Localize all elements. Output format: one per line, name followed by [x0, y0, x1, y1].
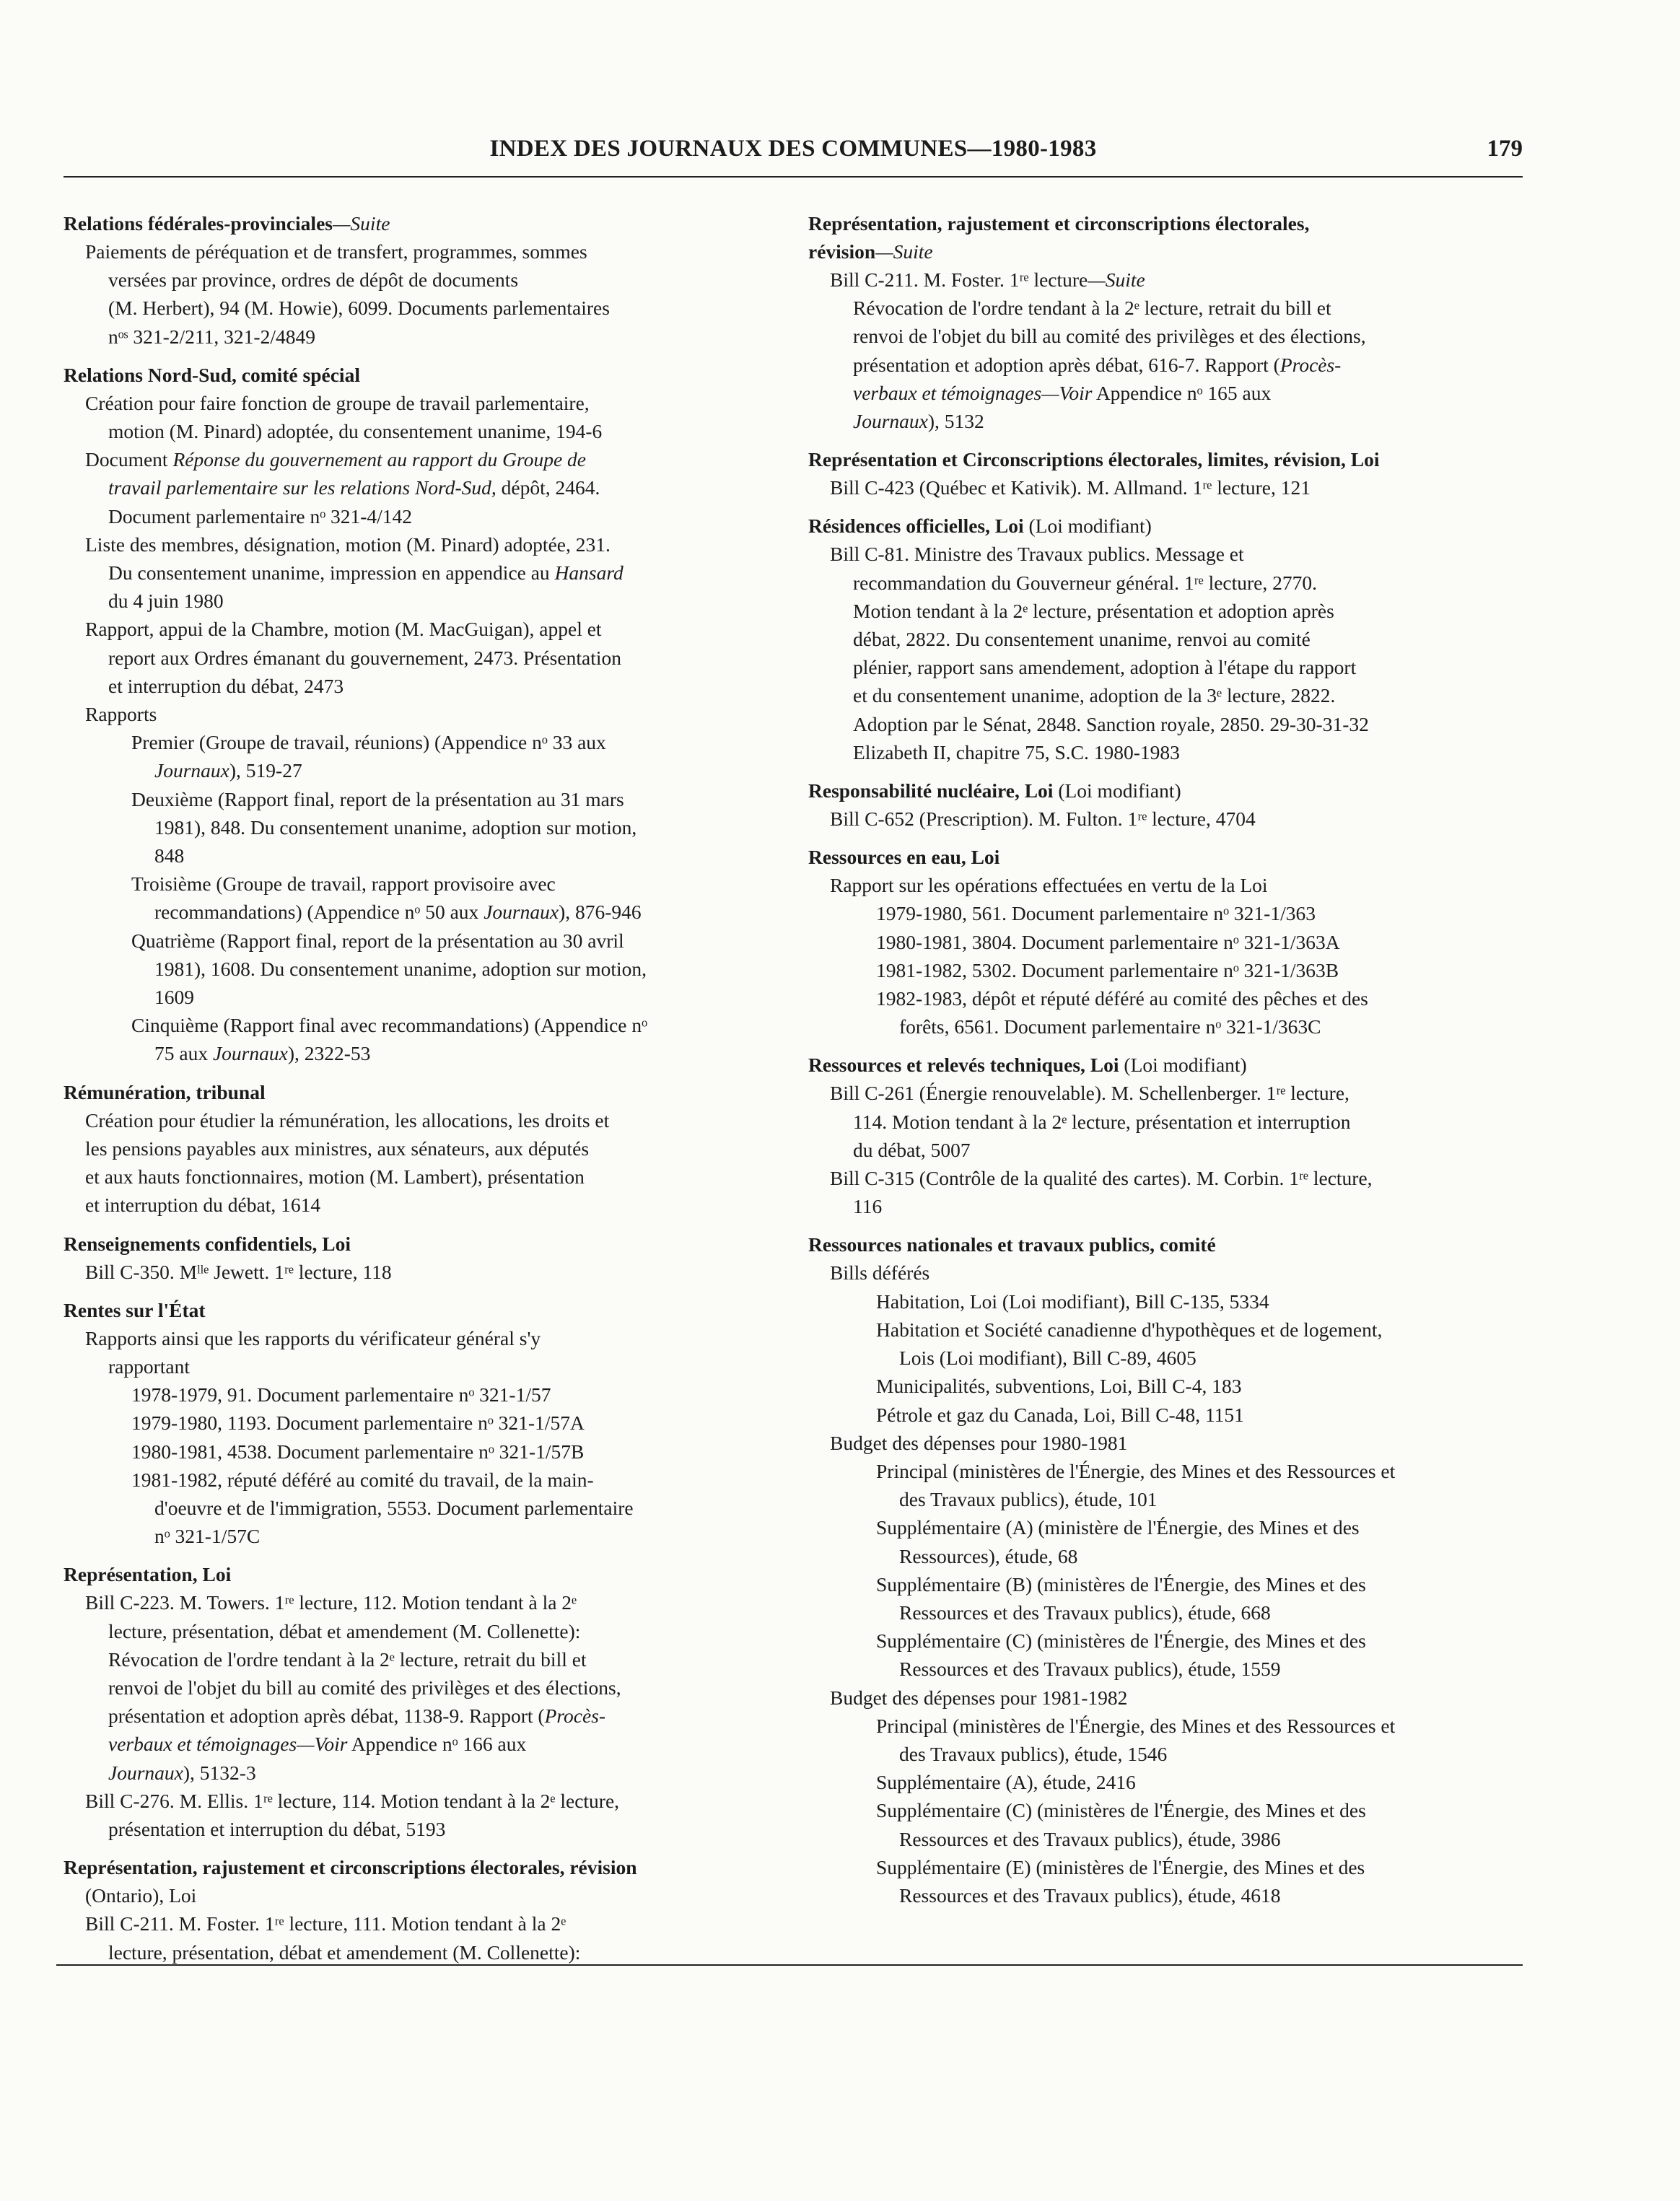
entry-line: Elizabeth II, chapitre 75, S.C. 1980-1983 — [853, 740, 1180, 763]
entry-line: Bill C-223. M. Towers. 1ʳᵉ lecture, 112. Motion tendant à la 2ᵉ — [85, 1591, 577, 1614]
entry-line: Municipalités, subventions, Loi, Bill C-4, 183 — [876, 1375, 1242, 1398]
entry-line: Deuxième (Rapport final, report de la présentation au 31 mars — [131, 787, 624, 810]
entry-line: verbaux et témoignages—Voir Appendice nᵒ 166 aux — [108, 1733, 527, 1756]
entry-line: 114. Motion tendant à la 2ᵉ lecture, présentation et interruption — [853, 1110, 1351, 1133]
index-entry — [808, 512, 1530, 766]
entry-line: présentation et adoption après débat, 1138-9. Rapport (Procès- — [108, 1705, 606, 1728]
entry-line: nᵒ 321-1/57C — [154, 1525, 261, 1548]
entry-heading: Renseignements confidentiels, Loi — [64, 1232, 351, 1255]
entry-line: motion (M. Pinard) adoptée, du consentement unanime, 194-6 — [108, 420, 603, 443]
entry-line: recommandation du Gouverneur général. 1ʳᵉ lecture, 2770. — [853, 571, 1318, 594]
entry-line: Bill C-652 (Prescription). M. Fulton. 1ʳᵉ lecture, 4704 — [830, 808, 1256, 831]
entry-line: Liste des membres, désignation, motion (M. Pinard) adoptée, 231. — [85, 533, 611, 556]
index-entry — [808, 445, 1530, 502]
entry-line: (M. Herbert), 94 (M. Howie), 6099. Documents parlementaires — [108, 297, 610, 320]
entry-line: présentation et adoption après débat, 616-7. Rapport (Procès- — [853, 353, 1342, 376]
entry-line: d'oeuvre et de l'immigration, 5553. Document parlementaire — [154, 1496, 634, 1519]
entry-line: Journaux), 5132-3 — [108, 1761, 256, 1784]
entry-line: Lois (Loi modifiant), Bill C-89, 4605 — [899, 1347, 1196, 1370]
entry-heading: Ressources et relevés techniques, Loi (Loi modifiant) — [808, 1054, 1247, 1077]
entry-line: Bill C-276. M. Ellis. 1ʳᵉ lecture, 114. Motion tendant à la 2ᵉ lecture, — [85, 1789, 620, 1812]
entry-line: forêts, 6561. Document parlementaire nᵒ 321-1/363C — [899, 1015, 1321, 1038]
entry-line: Bill C-315 (Contrôle de la qualité des cartes). M. Corbin. 1ʳᵉ lecture, — [830, 1167, 1373, 1190]
entry-line: et interruption du débat, 1614 — [85, 1194, 321, 1217]
entry-line: Supplémentaire (C) (ministères de l'Énergie, des Mines et des — [876, 1799, 1366, 1822]
entry-line: Bill C-211. M. Foster. 1ʳᵉ lecture—Suite — [830, 268, 1145, 291]
entry-line: Bill C-211. M. Foster. 1ʳᵉ lecture, 111. Motion tendant à la 2ᵉ — [85, 1912, 566, 1935]
entry-heading: Responsabilité nucléaire, Loi (Loi modifiant) — [808, 779, 1181, 802]
entry-line: Rapport, appui de la Chambre, motion (M. MacGuigan), appel et — [85, 618, 602, 641]
entry-line: Rapports ainsi que les rapports du vérificateur général s'y — [85, 1326, 541, 1349]
entry-line: 1980-1981, 3804. Document parlementaire nᵒ 321-1/363A — [876, 930, 1340, 953]
entry-line: Ressources et des Travaux publics), étude, 3986 — [899, 1827, 1281, 1850]
entry-heading: Rémunération, tribunal — [64, 1080, 266, 1103]
entry-line: report aux Ordres émanant du gouvernement, 2473. Présentation — [108, 646, 621, 669]
entry-line: Du consentement unanime, impression en appendice au Hansard — [108, 561, 624, 585]
entry-line: présentation et interruption du débat, 5193 — [108, 1817, 446, 1840]
index-entry — [64, 1560, 792, 1843]
entry-line: lecture, présentation, débat et amendement (M. Collenette): — [108, 1940, 581, 1964]
entry-line: (Ontario), Loi — [85, 1884, 197, 1907]
entry-line: Document parlementaire nᵒ 321-4/142 — [108, 504, 413, 528]
entry-line: et du consentement unanime, adoption de la 3ᵉ lecture, 2822. — [853, 684, 1336, 707]
entry-line: Pétrole et gaz du Canada, Loi, Bill C-48, 1151 — [876, 1403, 1244, 1426]
entry-heading: révision—Suite — [808, 240, 933, 263]
entry-heading: Ressources nationales et travaux publics, comité — [808, 1233, 1216, 1256]
entry-line: 116 — [853, 1195, 883, 1218]
entry-line: 1979-1980, 561. Document parlementaire nᵒ 321-1/363 — [876, 902, 1316, 925]
entry-line: Budget des dépenses pour 1981-1982 — [830, 1686, 1128, 1709]
entry-line: 1979-1980, 1193. Document parlementaire nᵒ 321-1/57A — [131, 1412, 585, 1435]
entry-line: verbaux et témoignages—Voir Appendice nᵒ 165 aux — [853, 381, 1272, 404]
right-column — [808, 209, 1530, 1920]
index-entry — [808, 209, 1530, 435]
entry-line: Cinquième (Rapport final avec recommandations) (Appendice nᵒ — [131, 1014, 648, 1037]
entry-line: Ressources et des Travaux publics), étude, 1559 — [899, 1658, 1281, 1681]
entry-line: du débat, 5007 — [853, 1138, 971, 1161]
entry-heading: Résidences officielles, Loi (Loi modifiant) — [808, 515, 1152, 538]
entry-line: recommandations) (Appendice nᵒ 50 aux Journaux), 876-946 — [154, 901, 642, 924]
entry-line: 848 — [154, 844, 185, 867]
entry-line: des Travaux publics), étude, 101 — [899, 1488, 1158, 1511]
entry-line: Principal (ministères de l'Énergie, des Mines et des Ressources et — [876, 1714, 1396, 1737]
index-entry — [64, 361, 792, 1068]
index-entry — [808, 1051, 1530, 1220]
running-title: INDEX DES JOURNAUX DES COMMUNES—1980-1983 — [489, 136, 1097, 162]
entry-heading: Représentation, rajustement et circonscriptions électorales, — [808, 212, 1310, 235]
entry-line: Supplémentaire (C) (ministères de l'Énergie, des Mines et des — [876, 1629, 1366, 1653]
entry-line: Quatrième (Rapport final, report de la présentation au 30 avril — [131, 929, 624, 952]
entry-line: Révocation de l'ordre tendant à la 2ᵉ lecture, retrait du bill et — [108, 1648, 587, 1671]
index-entry — [64, 1296, 792, 1551]
entry-heading: Relations Nord-Sud, comité spécial — [64, 363, 360, 386]
entry-heading: Relations fédérales-provinciales—Suite — [64, 212, 390, 235]
entry-line: 1982-1983, dépôt et réputé déféré au comité des pêches et des — [876, 987, 1368, 1010]
page-number: 179 — [1487, 136, 1523, 162]
entry-line: Document Réponse du gouvernement au rapport du Groupe de — [85, 448, 586, 471]
page-header — [64, 136, 1523, 178]
entry-line: et interruption du débat, 2473 — [108, 674, 344, 697]
entry-line: Motion tendant à la 2ᵉ lecture, présentation et adoption après — [853, 599, 1334, 622]
entry-line: du 4 juin 1980 — [108, 590, 224, 613]
entry-heading: Représentation, Loi — [64, 1563, 232, 1586]
entry-line: plénier, rapport sans amendement, adoption à l'étape du rapport — [853, 656, 1357, 679]
entry-line: 1978-1979, 91. Document parlementaire nᵒ 321-1/57 — [131, 1383, 551, 1406]
entry-line: Bill C-81. Ministre des Travaux publics. Message et — [830, 543, 1244, 566]
entry-line: 75 aux Journaux), 2322-53 — [154, 1042, 371, 1065]
entry-line: et aux hauts fonctionnaires, motion (M. Lambert), présentation — [85, 1165, 585, 1189]
entry-line: Supplémentaire (B) (ministères de l'Énergie, des Mines et des — [876, 1572, 1366, 1596]
index-entry — [64, 1853, 792, 1966]
entry-heading: Représentation et Circonscriptions électorales, limites, révision, Loi — [808, 448, 1380, 471]
left-column — [64, 209, 792, 1977]
entry-line: Rapport sur les opérations effectuées en vertu de la Loi — [830, 874, 1268, 897]
entry-line: Supplémentaire (E) (ministères de l'Énergie, des Mines et des — [876, 1855, 1365, 1878]
entry-line: débat, 2822. Du consentement unanime, renvoi au comité — [853, 628, 1311, 651]
entry-line: Bill C-423 (Québec et Kativik). M. Allmand. 1ʳᵉ lecture, 121 — [830, 476, 1311, 499]
entry-line: Ressources et des Travaux publics), étude, 4618 — [899, 1883, 1281, 1907]
entry-line: Paiements de péréquation et de transfert, programmes, sommes — [85, 240, 587, 263]
entry-line: les pensions payables aux ministres, aux sénateurs, aux députés — [85, 1137, 590, 1160]
entry-line: travail parlementaire sur les relations Nord-Sud, dépôt, 2464. — [108, 476, 600, 499]
entry-line: Adoption par le Sénat, 2848. Sanction royale, 2850. 29-30-31-32 — [853, 712, 1369, 735]
entry-line: Habitation, Loi (Loi modifiant), Bill C-135, 5334 — [876, 1290, 1269, 1313]
entry-heading: Représentation, rajustement et circonscriptions électorales, révision — [64, 1856, 637, 1879]
entry-line: Création pour faire fonction de groupe de travail parlementaire, — [85, 391, 590, 414]
entry-line: Bill C-350. Mˡˡᵉ Jewett. 1ʳᵉ lecture, 118 — [85, 1260, 392, 1283]
entry-line: rapportant — [108, 1355, 191, 1378]
entry-line: 1980-1981, 4538. Document parlementaire nᵒ 321-1/57B — [131, 1440, 585, 1463]
entry-line: Bills déférés — [830, 1261, 930, 1285]
entry-line: 1981), 848. Du consentement unanime, adoption sur motion, — [154, 815, 637, 839]
entry-line: Budget des dépenses pour 1980-1981 — [830, 1431, 1128, 1454]
index-entry — [808, 1230, 1530, 1909]
index-entry — [808, 843, 1530, 1041]
index-entry — [64, 209, 792, 351]
entry-line: Bill C-261 (Énergie renouvelable). M. Schellenberger. 1ʳᵉ lecture, — [830, 1082, 1349, 1105]
entry-heading: Ressources en eau, Loi — [808, 846, 1000, 869]
entry-line: 1981-1982, réputé déféré au comité du travail, de la main- — [131, 1468, 594, 1491]
entry-line: Supplémentaire (A), étude, 2416 — [876, 1771, 1136, 1794]
index-entry — [808, 776, 1530, 833]
entry-line: 1981), 1608. Du consentement unanime, adoption sur motion, — [154, 957, 647, 980]
entry-line: Principal (ministères de l'Énergie, des Mines et des Ressources et — [876, 1459, 1396, 1482]
entry-line: 1981-1982, 5302. Document parlementaire nᵒ 321-1/363B — [876, 958, 1339, 981]
index-entry — [64, 1078, 792, 1220]
entry-line: 1609 — [154, 986, 194, 1009]
entry-line: Troisième (Groupe de travail, rapport provisoire avec — [131, 872, 556, 896]
entry-line: Journaux), 5132 — [853, 410, 984, 433]
entry-line: Supplémentaire (A) (ministère de l'Énergie, des Mines et des — [876, 1516, 1360, 1539]
entry-line: Ressources), étude, 68 — [899, 1544, 1078, 1567]
entry-line: versées par province, ordres de dépôt de documents — [108, 268, 519, 292]
entry-line: Révocation de l'ordre tendant à la 2ᵉ lecture, retrait du bill et — [853, 297, 1331, 320]
entry-line: des Travaux publics), étude, 1546 — [899, 1742, 1168, 1765]
entry-line: Journaux), 519-27 — [154, 759, 302, 782]
entry-heading: Rentes sur l'État — [64, 1298, 206, 1321]
entry-line: Création pour étudier la rémunération, les allocations, les droits et — [85, 1108, 610, 1132]
entry-line: renvoi de l'objet du bill au comité des privilèges et des élections, — [853, 325, 1366, 348]
entry-line: Ressources et des Travaux publics), étude, 668 — [899, 1601, 1271, 1624]
entry-line: lecture, présentation, débat et amendement (M. Collenette): — [108, 1619, 581, 1642]
entry-line: renvoi de l'objet du bill au comité des privilèges et des élections, — [108, 1676, 621, 1699]
entry-line: Habitation et Société canadienne d'hypothèques et de logement, — [876, 1318, 1383, 1341]
entry-line: Premier (Groupe de travail, réunions) (Appendice nᵒ 33 aux — [131, 731, 606, 754]
footer-divider — [56, 1964, 1523, 1966]
index-entry — [64, 1230, 792, 1286]
entry-line: nᵒˢ 321-2/211, 321-2/4849 — [108, 325, 315, 348]
entry-line: Rapports — [85, 703, 157, 726]
